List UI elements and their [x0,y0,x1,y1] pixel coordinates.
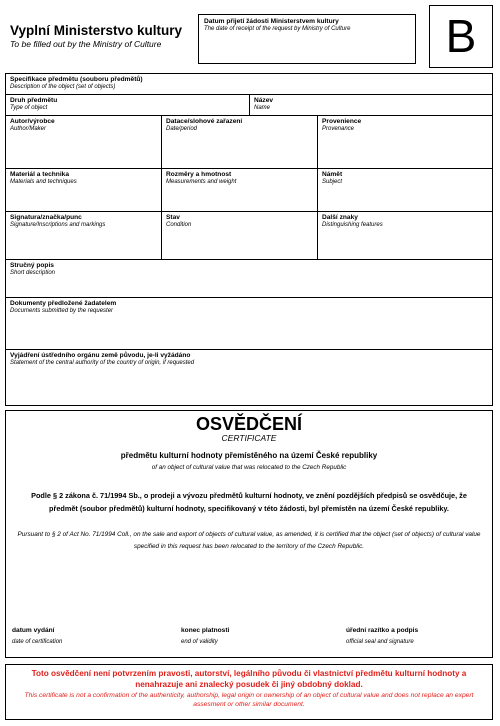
seal-field[interactable] [346,627,486,646]
date-period-label: Datace/slohové zařazení [166,118,243,125]
features-sub: Distinguishing features [322,222,383,228]
condition-field[interactable] [162,212,317,259]
provenance-sub: Provenance [322,126,355,132]
signature-field[interactable] [6,212,161,259]
certificate-title-en: CERTIFICATE [221,433,277,443]
short-description-label: Stručný popis [10,262,54,269]
provenance-field[interactable] [318,116,492,168]
subject-field[interactable] [318,169,492,211]
header-title: Vyplní Ministerstvo kultury [10,23,183,38]
disclaimer-cz: Toto osvědčení není potvrzením pravosti, autorství, legálního původu či vlastnictví předmětu kulturní hodnoty a nenahrazuje ani znalecký posudek či jiný obdobný doklad. [31,669,467,689]
form-letter: B [445,10,477,62]
object-section-title: Specifikace předmětu (souboru předmětů) [10,76,143,83]
issue-date-field[interactable] [12,627,152,646]
date-period-field[interactable] [162,116,317,168]
features-field[interactable] [318,212,492,259]
material-sub: Materials and techniques [10,179,77,185]
certificate-body-en: Pursuant to § 2 of Act No. 71/1994 Coll., on the sale and export of objects of cultural value, as amended, it is certified that the object (set of objects) of cultural value specified in this request has been relocated to the territory of the Czech Republic. [17,531,481,550]
material-field[interactable] [6,169,161,211]
certificate-heading: předmětu kulturní hodnoty přemístěného na území České republiky [120,451,378,460]
issue-date-label: datum vydání [12,627,55,634]
object-section-sub: Description of the object (set of objects) [10,84,116,90]
documents-sub: Documents submitted by the requester [10,308,114,314]
form-letter-box [429,5,493,68]
object-type-sub: Type of object [10,105,48,111]
authority-statement-field[interactable] [6,350,492,405]
condition-label: Stav [166,214,180,221]
seal-sub: official seal and signature [346,639,414,645]
object-name-sub: Name [254,105,271,111]
subject-label: Námět [322,171,343,178]
receipt-date-label: Datum přijetí žádosti Ministerstvem kultury [204,18,339,25]
signature-sub: Signature/Inscriptions and markings [10,222,106,228]
documents-field[interactable] [6,298,492,349]
short-description-field[interactable] [6,260,492,297]
validity-label: konec platnosti [181,627,230,634]
material-label: Materiál a technika [10,171,70,178]
author-field[interactable] [6,116,161,168]
documents-label: Dokumenty předložené žadatelem [10,300,117,307]
object-name-field[interactable] [250,95,492,115]
certificate-section [5,410,493,658]
object-section [5,73,493,406]
validity-field[interactable] [181,627,321,646]
date-period-sub: Date/period [166,126,198,132]
authority-statement-label: Vyjádření ústředního orgánu země původu, je-li vyžádáno [10,352,191,359]
object-type-field[interactable] [6,95,249,115]
signature-label: Signatura/značka/punc [10,214,82,221]
measurements-label: Rozměry a hmotnost [166,171,232,178]
condition-sub: Condition [166,222,192,228]
provenance-label: Provenience [322,118,362,125]
author-sub: Author/Maker [10,126,47,132]
measurements-field[interactable] [162,169,317,211]
author-label: Autor/výrobce [10,118,55,125]
authority-statement-sub: Statement of the central authority of the country of origin, if requested [10,360,195,366]
certificate-body-cz: Podle § 2 zákona č. 71/1994 Sb., o prodeji a vývozu předmětů kulturní hodnoty, ve znění pozdějších předpisů se osvědčuje, že předmět (soubor předmětů) kulturní hodnoty, specifikovaný v této žádosti, byl přemístěn na území České republiky. [31,491,467,513]
issue-date-sub: date of certification [12,639,63,645]
validity-sub: end of validity [181,639,218,645]
header-subtitle: To be filled out by the Ministry of Culture [10,39,162,49]
certificate-title: OSVĚDČENÍ [195,414,303,434]
subject-sub: Subject [322,179,343,185]
object-name-label: Název [254,97,274,104]
features-label: Další znaky [322,214,358,221]
disclaimer-box [5,664,493,720]
receipt-date-box[interactable] [198,14,416,64]
seal-label: úřední razítko a podpis [346,627,419,634]
object-section-header [6,74,492,93]
certificate-heading-en: of an object of cultural value that was relocated to the Czech Republic [151,464,347,471]
measurements-sub: Measurements and weight [166,179,237,185]
receipt-date-sub: The date of receipt of the request by Ministry of Culture [204,26,351,32]
disclaimer-en: This certificate is not a confirmation of the authenticity, authorship, legal origin or ownership of an object of cultural value and does not replace an expert assesment or other similar document. [24,692,474,708]
object-type-label: Druh předmětu [10,97,58,104]
short-description-sub: Short description [10,270,56,276]
